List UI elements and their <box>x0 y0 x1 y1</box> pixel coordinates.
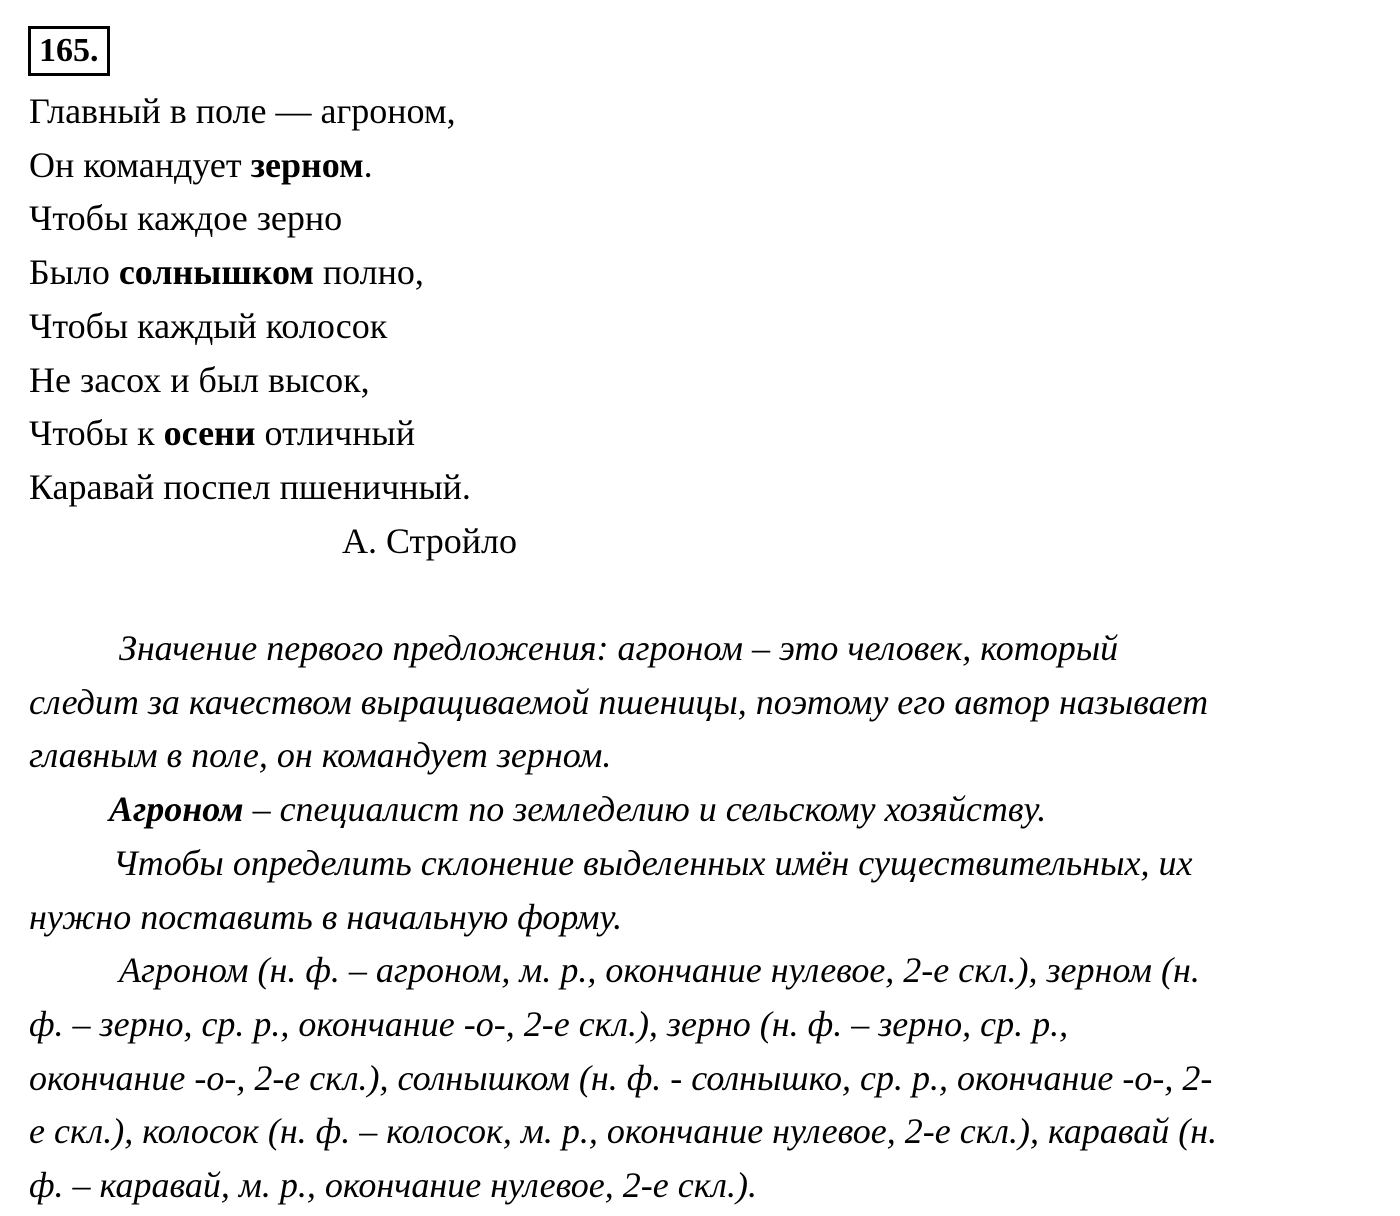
highlighted-noun: зерном <box>250 144 364 185</box>
task-number: 165. <box>28 26 110 76</box>
text-line: Агроном (н. ф. – агроном, м. р., окончание нулевое, 2-е скл.), зерном (н. <box>119 950 1200 991</box>
poem-author: А. Стройло <box>342 521 517 561</box>
definition-paragraph <box>29 783 1369 837</box>
text-line: Чтобы определить склонение выделенных имён существительных, их <box>113 842 1193 883</box>
text-line: ф. – зерно, ср. р., окончание -о-, 2-е скл.), зерно (н. ф. – зерно, ср. р., <box>29 1003 1069 1044</box>
text-line: Значение первого предложения: агроном – это человек, который <box>119 628 1119 668</box>
poem-line: Каравай поспел пшеничный. <box>29 466 471 507</box>
poem <box>29 85 471 515</box>
commentary <box>29 622 1369 1213</box>
text-line: е скл.), колосок (н. ф. – колосок, м. р., окончание нулевое, 2-е скл.), каравай (н. <box>29 1111 1218 1152</box>
text-line: главным в поле, он командует зерном. <box>29 735 612 776</box>
analysis-paragraph <box>29 944 1369 1213</box>
poem-line: Он командует зерном. <box>29 144 373 185</box>
poem-line: Чтобы к осени отличный <box>29 413 415 454</box>
highlighted-noun: солнышком <box>118 252 314 293</box>
definition-term: Агроном <box>109 789 244 830</box>
poem-line: Не засох и был высок, <box>29 359 370 400</box>
highlighted-noun: осени <box>163 413 256 454</box>
text-line: нужно поставить в начальную форму. <box>29 896 623 937</box>
poem-line: Главный в поле — агроном, <box>29 91 456 131</box>
poem-line: Было солнышком полно, <box>29 252 424 293</box>
text-line: ф. – каравай, м. р., окончание нулевое, 2-е скл.). <box>29 1165 757 1206</box>
text-line: окончание -о-, 2-е скл.), солнышком (н. ф. - солнышко, ср. р., окончание -о-, 2- <box>29 1057 1213 1098</box>
text-line: следит за качеством выращиваемой пшеницы, поэтому его автор называет <box>29 681 1209 722</box>
poem-line: Чтобы каждый колосок <box>29 305 388 346</box>
meaning-paragraph <box>29 622 1369 783</box>
definition-text: – специалист по земледелию и сельскому хозяйству. <box>243 789 1047 830</box>
poem-line: Чтобы каждое зерно <box>29 198 343 239</box>
instruction-paragraph <box>29 837 1369 944</box>
